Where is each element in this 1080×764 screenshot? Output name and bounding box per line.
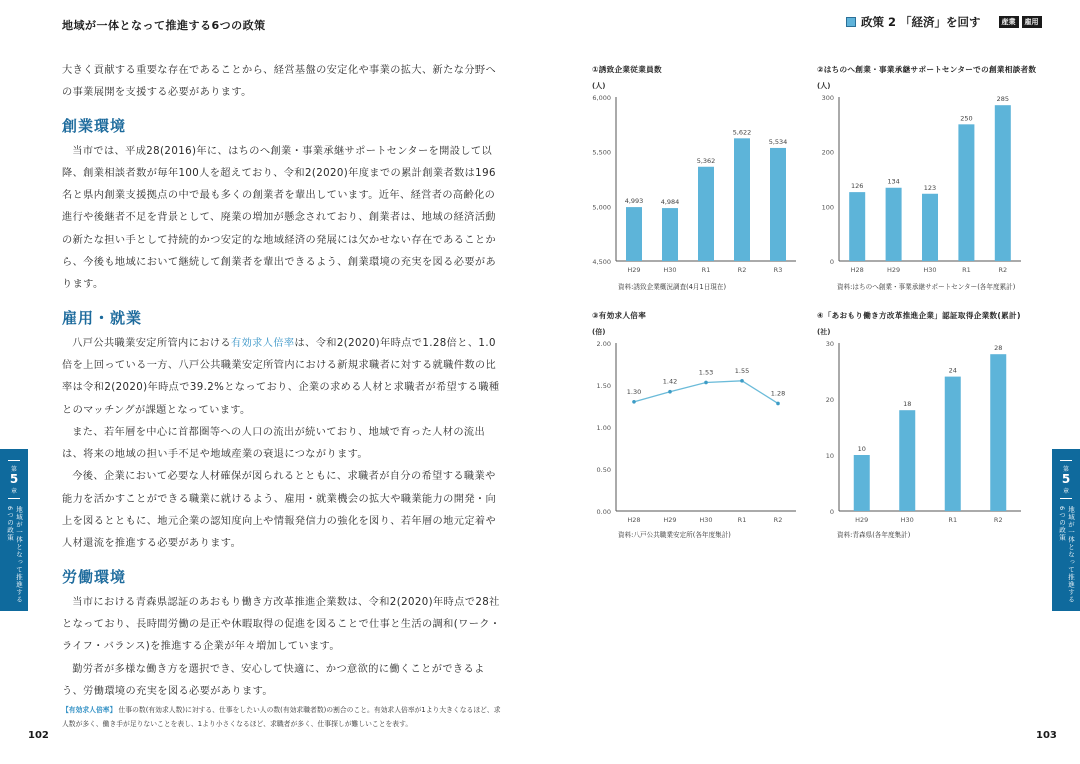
y-tick-label: 200 [821, 148, 834, 157]
y-tick-label: 6,000 [592, 94, 611, 102]
badge-group [996, 16, 1042, 28]
bar-chart [592, 91, 802, 281]
chart-source: 資料:誘致企業概況調査(4月1日現在) [618, 283, 727, 291]
chapter-prefix: 第 [10, 466, 17, 473]
text-span: 八戸公共職業安定所管内における [72, 337, 231, 349]
bar-value-label: 4,984 [660, 198, 680, 207]
data-point [668, 390, 672, 394]
bar-value-label: 250 [960, 114, 973, 123]
badge-industry: 産業 [999, 16, 1019, 28]
chart-source: 資料:青森県(各年度集計) [837, 531, 911, 539]
chart-consultations [817, 64, 1047, 291]
paragraph-labor-2: 勤労者が多様な働き方を選択でき、安心して快適に、かつ意欲的に働くことができるよう、労働環境の充実を図る必要があります。 [62, 663, 485, 697]
x-tick-label: H28 [850, 266, 864, 274]
badge-employment: 雇用 [1022, 16, 1042, 28]
section-heading-labor: 労働環境 [62, 567, 127, 586]
bar-value-label: 10 [857, 445, 866, 453]
bar-value-label: 5,362 [696, 156, 716, 165]
bar-value-label: 4,993 [624, 197, 644, 206]
section-heading-employment: 雇用・就業 [62, 308, 143, 327]
chart-job-ratio [592, 310, 802, 539]
x-tick-label: H30 [923, 266, 937, 274]
chart-certified-companies [817, 310, 1047, 539]
x-tick-label: R2 [773, 516, 783, 524]
page-number-right: 103 [1036, 730, 1057, 741]
paragraph-employment-3: 今後、企業において必要な人材確保が図られるとともに、求職者が自分の希望する職業や能力を活かすことができる職業に就けるよう、雇用・就業機会の拡大や職業能力の開発・向上を図るとともに、地元企業の認知度向上や情報発信力の強化を図り、若年層の地元定着や人材還流を推進する必要があります。 [62, 471, 497, 550]
bar [995, 105, 1011, 261]
bar [849, 192, 865, 261]
chart-source: 資料:はちのへ創業・事業承継サポートセンター(各年度累計) [837, 283, 1016, 291]
chapter-title-line2: 6つの政策 [6, 506, 14, 542]
bar [922, 194, 938, 261]
chart-title: ②はちのへ創業・事業承継サポートセンターでの創業相談者数 [817, 65, 1037, 74]
bar [990, 354, 1006, 511]
x-tick-label: H29 [663, 516, 677, 524]
data-point [740, 379, 744, 383]
footnote-term: 【有効求人倍率】 [62, 706, 117, 714]
paragraph-employment-2: また、若年層を中心に首都圏等への人口の流出が続いており、地域で育った人材の流出は、将来の地域の担い手不足や地域産業の衰退につながります。 [62, 426, 486, 461]
x-tick-label: R1 [701, 266, 711, 274]
section-heading-startup: 創業環境 [62, 116, 127, 135]
chapter-number: 5 [9, 472, 19, 486]
footnote-text: 仕事の数(有効求人数)に対する、仕事をしたい人の数(有効求職者数)の割合のこと。有効求人倍率が1より大きくなるほど、求人数が多く、働き手が足りないことを表し、1より小さくなるほど、求職者が多く、仕事探しが難しいことを表す。 [62, 706, 501, 728]
intro-paragraph: 大きく貢献する重要な存在であることから、経営基盤の安定化や事業の拡大、新たな分野への事業展開を支援する必要があります。 [62, 65, 497, 99]
policy-title: 政策 2 「経済」を回す [861, 15, 981, 29]
y-tick-label: 0.50 [596, 466, 611, 474]
y-tick-label: 300 [821, 94, 834, 102]
chapter-tab-right[interactable] [1052, 449, 1080, 611]
chart-unit: (人) [592, 82, 606, 90]
bar [899, 410, 915, 511]
x-tick-label: H30 [900, 516, 914, 524]
y-tick-label: 1.50 [596, 382, 611, 390]
text-span: は、令和2(2020)年時点で1.28倍と、1.0倍を上回っている一方、八戸公共職業安定所管内における新規求職者に対する就職件数の比率は令和2(2020)年時点で39.2%となっており、企業の求める人材と求職者が希望する職種とのマッチングが課題となっています。 [62, 337, 500, 416]
y-tick-label: 30 [825, 340, 834, 348]
x-tick-label: R1 [948, 516, 958, 524]
point-value-label: 1.53 [698, 368, 714, 377]
data-point [704, 381, 708, 385]
chart-source: 資料:八戸公共職業安定所(各年度集計) [618, 531, 731, 539]
y-tick-label: 0.00 [596, 508, 611, 516]
chapter-title-line1: 地域が一体となって推進する [1067, 506, 1075, 604]
bar-value-label: 18 [903, 400, 912, 409]
chapter-suffix: 章 [10, 488, 17, 495]
x-tick-label: R3 [773, 266, 783, 274]
bar [854, 455, 870, 511]
y-tick-label: 0 [829, 258, 834, 266]
x-tick-label: H29 [855, 516, 869, 524]
running-title: 地域が一体となって推進する6つの政策 [62, 19, 266, 32]
point-value-label: 1.55 [734, 366, 750, 375]
y-tick-label: 20 [825, 396, 834, 404]
divider [8, 460, 20, 461]
bar-value-label: 123 [923, 183, 937, 192]
bar [945, 377, 961, 511]
x-tick-label: H29 [627, 266, 641, 274]
x-tick-label: R1 [737, 516, 747, 524]
paragraph-startup: 当市では、平成28(2016)年に、はちのへ創業・事業承継サポートセンターを開設して以降、創業相談者数が毎年100人を超えており、令和2(2020)年度までの累計創業者数は196名と県内創業支援拠点の中で最も多くの創業者を輩出しています。近年、経営者の高齢化の進行や後継者不足を背景として、廃業の増加が懸念されており、創業者は、地域の経済活動の新たな担い手として持続的かつ安定的な地域経済の発展には欠かせない存在であることから、今後も地域において継続して創業者を輩出できるよう、創業環境の充実を図る必要があります。 [62, 145, 497, 291]
bar-value-label: 134 [887, 177, 900, 186]
left-page-body [62, 60, 502, 703]
chapter-suffix: 章 [1062, 488, 1069, 495]
chapter-title [1057, 502, 1075, 604]
policy-header [846, 14, 1042, 30]
bar [626, 207, 642, 261]
chart-title: ④「あおもり働き方改革推進企業」認証取得企業数(累計) [817, 311, 1021, 320]
y-tick-label: 5,500 [592, 148, 611, 157]
y-tick-label: 1.00 [596, 424, 611, 432]
y-tick-label: 2.00 [596, 340, 611, 348]
chapter-title-line2: 6つの政策 [1058, 506, 1066, 542]
x-tick-label: R2 [993, 516, 1003, 524]
data-point [632, 400, 636, 404]
bar [886, 188, 902, 261]
data-point [776, 402, 780, 406]
bar-value-label: 5,534 [768, 137, 788, 146]
chapter-prefix: 第 [1062, 466, 1069, 473]
chart-employees [592, 64, 802, 291]
point-value-label: 1.28 [770, 389, 786, 398]
bar-value-label: 24 [948, 366, 957, 375]
chart-unit: (人) [817, 82, 831, 90]
footnote [62, 703, 502, 731]
x-tick-label: R2 [998, 266, 1008, 274]
page-number-left: 102 [28, 730, 49, 741]
point-value-label: 1.30 [626, 387, 642, 396]
chapter-number: 5 [1061, 472, 1071, 486]
x-tick-label: H30 [663, 266, 677, 274]
bar-chart [817, 337, 1027, 531]
x-tick-label: R1 [962, 266, 971, 274]
y-tick-label: 4,500 [592, 258, 611, 266]
chart-title: ①誘致企業従業員数 [592, 65, 662, 74]
bar-value-label: 285 [996, 95, 1010, 104]
chapter-title-line1: 地域が一体となって推進する [15, 506, 23, 604]
bar [958, 124, 974, 261]
y-tick-label: 100 [821, 203, 834, 212]
bar-chart [817, 91, 1027, 281]
chapter-tab-left[interactable] [0, 449, 28, 611]
y-tick-label: 0 [829, 508, 834, 516]
y-tick-label: 10 [825, 452, 834, 460]
y-tick-label: 5,000 [592, 203, 611, 212]
chart-unit: (倍) [592, 328, 606, 336]
bar-value-label: 28 [994, 344, 1003, 353]
bar [662, 208, 678, 261]
chart-title: ③有効求人倍率 [592, 311, 647, 320]
bar [698, 167, 714, 261]
bar [770, 148, 786, 261]
square-icon [846, 17, 856, 27]
divider [1060, 460, 1072, 461]
x-tick-label: H28 [627, 516, 641, 524]
chart-unit: (社) [817, 328, 831, 336]
x-tick-label: H29 [887, 266, 901, 274]
bar-value-label: 5,622 [732, 128, 752, 137]
x-tick-label: H30 [699, 516, 713, 524]
divider [1060, 498, 1072, 499]
x-tick-label: R2 [737, 266, 747, 274]
glossary-term-link[interactable]: 有効求人倍率 [231, 337, 295, 349]
bar [734, 138, 750, 261]
line-chart [592, 337, 802, 531]
chapter-title [5, 502, 23, 604]
point-value-label: 1.42 [662, 377, 678, 386]
paragraph-employment-1 [62, 333, 502, 422]
paragraph-labor-1: 当市における青森県認証のあおもり働き方改革推進企業数は、令和2(2020)年時点で28社となっており、長時間労働の是正や休暇取得の促進を図ることで仕事と生活の調和(ワーク・ライフ・バランス)を推進する企業が年々増加しています。 [62, 596, 501, 653]
divider [8, 498, 20, 499]
bar-value-label: 126 [850, 182, 864, 191]
